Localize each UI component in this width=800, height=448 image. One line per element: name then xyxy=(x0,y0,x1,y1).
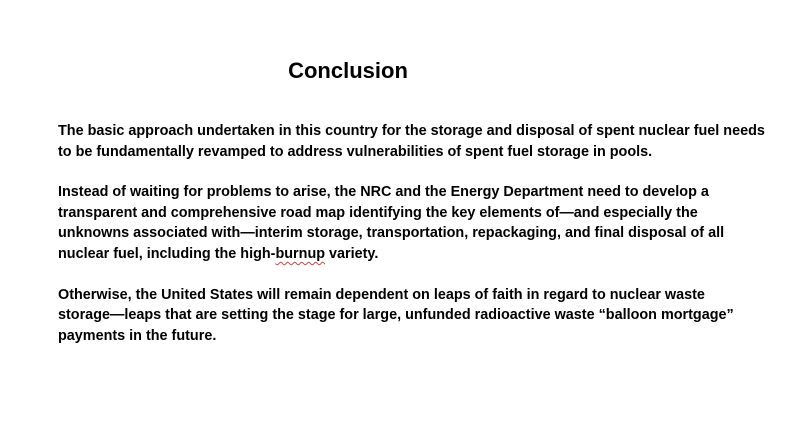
slide-body xyxy=(58,121,788,366)
paragraph-line: payments in the future. xyxy=(58,327,217,344)
paragraph-line: storage—leaps that are setting the stage for large, unfunded radioactive waste “balloon mortgage” xyxy=(58,307,734,324)
paragraph-line xyxy=(58,244,788,265)
paragraph-1 xyxy=(58,121,788,162)
paragraph-line: transparent and comprehensive road map identifying the key elements of—and especially the xyxy=(58,204,698,221)
slide-title: Conclusion xyxy=(288,58,408,83)
paragraph-line: Otherwise, the United States will remain dependent on leaps of faith in regard to nuclear waste xyxy=(58,286,705,303)
spellcheck-flagged-word[interactable]: burnup xyxy=(275,245,326,262)
text-segment: nuclear fuel, including the high- xyxy=(58,245,276,262)
paragraph-3 xyxy=(58,285,788,347)
paragraph-2 xyxy=(58,182,788,264)
paragraph-line: unknowns associated with—interim storage, transportation, repackaging, and final disposal of all xyxy=(58,225,725,242)
paragraph-line: to be fundamentally revamped to address vulnerabilities of spent fuel storage in pools. xyxy=(58,143,653,160)
text-segment: variety. xyxy=(325,245,379,262)
paragraph-line: The basic approach undertaken in this country for the storage and disposal of spent nuclear fuel needs xyxy=(58,123,765,139)
paragraph-line: Instead of waiting for problems to arise, the NRC and the Energy Department need to develop a xyxy=(58,184,709,201)
